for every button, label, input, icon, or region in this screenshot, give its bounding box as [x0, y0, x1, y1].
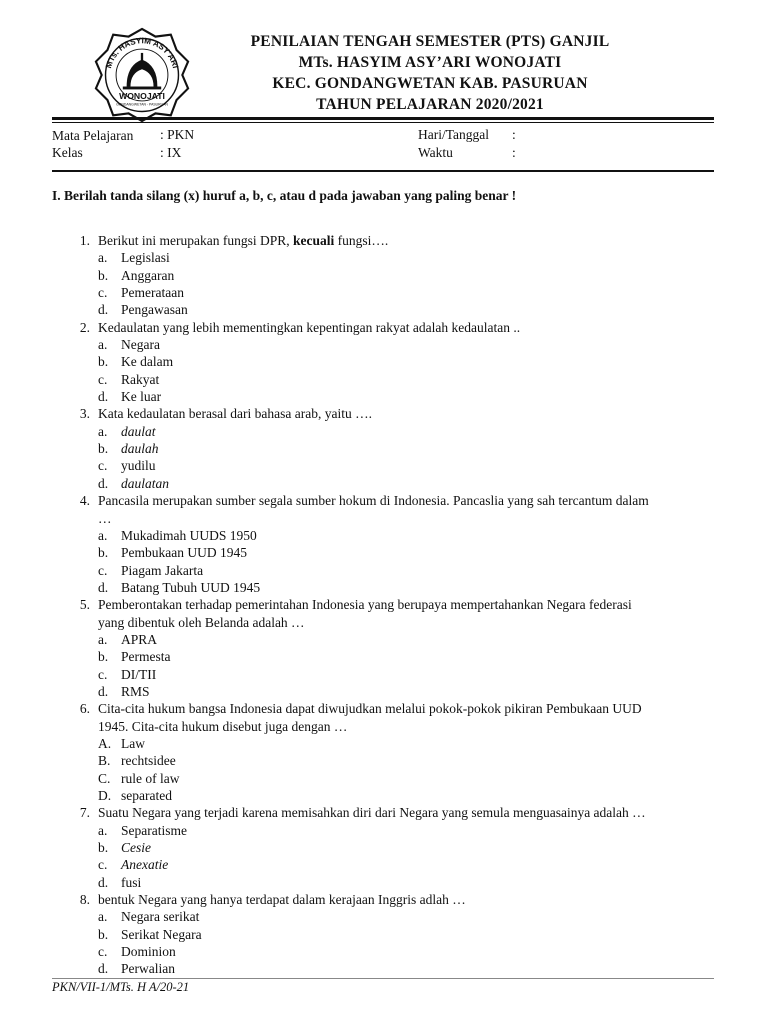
option-text: Pembukaan UUD 1945	[121, 545, 247, 561]
question-number: 8.	[79, 892, 90, 908]
option-letter: d.	[98, 579, 109, 595]
option-letter: C.	[98, 770, 111, 786]
question-8	[60, 891, 720, 978]
question-4	[60, 492, 720, 596]
instruction: I. Berilah tanda silang (x) huruf a, b, c, atau d pada jawaban yang paling benar !	[52, 188, 517, 203]
option-letter: a.	[98, 250, 108, 266]
option-letter: d.	[98, 475, 109, 491]
option-letter: D.	[98, 788, 112, 803]
answer-option[interactable]	[98, 284, 720, 301]
option-letter: c.	[98, 857, 108, 873]
header-line-3: KEC. GONDANGWETAN KAB. PASURUAN	[272, 75, 588, 92]
question-number: 3.	[79, 406, 90, 422]
question-2	[60, 319, 720, 406]
subject-value: : PKN	[160, 127, 195, 142]
header-rule-thin	[52, 122, 714, 123]
answer-option[interactable]	[98, 839, 720, 856]
answer-option[interactable]	[98, 579, 720, 596]
question-3	[60, 405, 720, 492]
option-text: fusi	[121, 874, 142, 890]
answer-option[interactable]	[98, 666, 720, 683]
answer-option[interactable]	[98, 457, 720, 474]
answer-option[interactable]	[98, 648, 720, 665]
option-letter: b.	[98, 926, 109, 942]
answer-option[interactable]	[98, 770, 720, 787]
question-6	[60, 700, 720, 804]
option-letter: b.	[98, 354, 109, 370]
option-letter: a.	[98, 527, 108, 543]
option-text: Anggaran	[121, 267, 175, 283]
option-text: Batang Tubuh UUD 1945	[121, 579, 261, 595]
option-text: Separatisme	[121, 822, 187, 838]
option-letter: b.	[98, 649, 109, 665]
school-logo	[94, 27, 190, 123]
answer-option[interactable]	[98, 735, 720, 752]
info-rule	[52, 170, 714, 172]
answer-option[interactable]	[98, 908, 720, 925]
option-text: Ke dalam	[121, 354, 174, 370]
option-letter: c.	[98, 285, 108, 301]
option-letter: b.	[98, 545, 109, 561]
option-letter: d.	[98, 961, 109, 977]
question-text: Berikut ini merupakan fungsi DPR, kecuali fungsi….	[98, 233, 389, 248]
question-number: 6.	[79, 701, 90, 717]
answer-option[interactable]	[98, 475, 720, 492]
option-letter: c.	[98, 371, 108, 387]
option-text: Mukadimah UUDS 1950	[121, 527, 257, 543]
time-label: Waktu	[418, 145, 453, 160]
option-letter: d.	[98, 683, 109, 699]
question-stem	[60, 492, 720, 527]
answer-option[interactable]	[98, 527, 720, 544]
option-text: Pengawasan	[121, 302, 188, 318]
day-label: Hari/Tanggal	[418, 127, 490, 142]
option-text: Ke luar	[121, 389, 162, 405]
answer-option[interactable]	[98, 787, 720, 804]
answer-option[interactable]	[98, 822, 720, 839]
question-text: Kedaulatan yang lebih mementingkan kepentingan rakyat adalah kedaulatan ..	[98, 319, 521, 335]
option-text: daulah	[121, 441, 159, 457]
option-letter: a.	[98, 909, 108, 925]
option-text: Negara	[121, 337, 160, 353]
logo-wonojati: WONOJATI	[119, 91, 165, 101]
option-letter: a.	[98, 423, 108, 439]
option-letter: c.	[98, 666, 108, 682]
option-letter: B.	[98, 753, 111, 769]
option-text: Dominion	[121, 944, 176, 960]
option-text: Anexatie	[121, 857, 169, 873]
footer-code: PKN/VII-1/MTs. H A/20-21	[52, 980, 190, 994]
option-text: Pemerataan	[121, 285, 184, 301]
time-value: :	[512, 145, 516, 160]
question-number: 5.	[79, 597, 90, 613]
question-stem	[60, 596, 720, 631]
option-text: Cesie	[121, 840, 151, 856]
question-stem	[60, 319, 720, 336]
question-text: Kata kedaulatan berasal dari bahasa arab, yaitu ….	[98, 406, 372, 422]
question-stem	[60, 804, 720, 821]
header-rule-thick	[52, 117, 714, 120]
question-text: Pancasila merupakan sumber segala sumber hokum di Indonesia. Pancaslia yang sah tercantum dalam …	[98, 493, 649, 526]
option-text: daulat	[121, 423, 156, 439]
subject-label: Mata Pelajaran	[52, 128, 134, 143]
header-line-1: PENILAIAN TENGAH SEMESTER (PTS) GANJIL	[250, 33, 610, 50]
answer-option[interactable]	[98, 388, 720, 405]
class-value: : IX	[160, 145, 182, 160]
option-letter: b.	[98, 840, 109, 856]
answer-option[interactable]	[98, 423, 720, 440]
option-letter: d.	[98, 389, 109, 405]
option-text: Law	[121, 735, 145, 751]
option-text: rechtsidee	[121, 753, 176, 769]
option-text: RMS	[121, 683, 150, 699]
option-text: Rakyat	[121, 371, 160, 387]
question-stem	[60, 700, 720, 735]
answer-option[interactable]	[98, 267, 720, 284]
option-letter: d.	[98, 302, 109, 318]
question-stem	[60, 232, 720, 249]
footer-rule	[52, 978, 714, 979]
option-letter: d.	[98, 874, 109, 890]
option-letter: c.	[98, 562, 108, 578]
option-text: Permesta	[121, 649, 171, 665]
option-text: Legislasi	[121, 250, 170, 266]
question-number: 2.	[79, 319, 90, 335]
answer-option[interactable]	[98, 301, 720, 318]
question-number: 7.	[79, 805, 90, 821]
option-letter: b.	[98, 267, 109, 283]
question-5	[60, 596, 720, 700]
question-stem	[60, 405, 720, 422]
answer-option[interactable]	[98, 683, 720, 700]
answer-option[interactable]	[98, 631, 720, 648]
question-7	[60, 804, 720, 891]
question-number: 1.	[79, 233, 90, 248]
answer-option[interactable]	[98, 336, 720, 353]
question-number: 4.	[79, 493, 90, 509]
option-text: Negara serikat	[121, 909, 200, 925]
option-letter: a.	[98, 337, 108, 353]
option-text: Serikat Negara	[121, 926, 202, 942]
option-text: Piagam Jakarta	[121, 562, 204, 578]
option-letter: a.	[98, 631, 108, 647]
option-letter: b.	[98, 441, 109, 457]
question-text: bentuk Negara yang hanya terdapat dalam kerajaan Inggris adlah …	[98, 892, 466, 908]
answer-option[interactable]	[98, 249, 720, 266]
answer-option[interactable]	[98, 943, 720, 960]
option-letter: a.	[98, 822, 108, 838]
header-line-4: TAHUN PELAJARAN 2020/2021	[316, 96, 544, 113]
answer-option[interactable]	[98, 440, 720, 457]
option-letter: c.	[98, 458, 108, 474]
option-letter: c.	[98, 944, 108, 960]
question-text: Cita-cita hukum bangsa Indonesia dapat diwujudkan melalui pokok-pokok pikiran Pembukaan UUD 1945. Cita-cita hukum disebut juga dengan …	[98, 701, 642, 734]
answer-option[interactable]	[98, 960, 720, 977]
answer-option[interactable]	[98, 752, 720, 769]
answer-option[interactable]	[98, 544, 720, 561]
question-1	[60, 232, 720, 319]
answer-option[interactable]	[98, 926, 720, 943]
option-text: rule of law	[121, 770, 180, 786]
logo-small-text: GONDANGWETAN - PASURUAN	[116, 102, 168, 107]
option-text: Perwalian	[121, 961, 175, 977]
answer-option[interactable]	[98, 353, 720, 370]
option-text: APRA	[121, 631, 158, 647]
logo-arc-text: MTs. HASYIM ASY'ARI	[104, 36, 180, 70]
question-stem	[60, 891, 720, 908]
question-text: Suatu Negara yang terjadi karena memisahkan diri dari Negara yang semula menguasainya adalah …	[98, 805, 646, 821]
option-text: yudilu	[121, 458, 156, 474]
answer-option[interactable]	[98, 856, 720, 873]
day-value: :	[512, 127, 516, 142]
answer-option[interactable]	[98, 371, 720, 388]
option-text: separated	[121, 788, 172, 803]
question-text: Pemberontakan terhadap pemerintahan Indonesia yang berupaya mempertahankan Negara federasi yang dibentuk oleh Belanda adalah …	[98, 597, 632, 630]
header-line-2: MTs. HASYIM ASY’ARI WONOJATI	[298, 54, 562, 71]
option-letter: A.	[98, 735, 112, 751]
option-text: daulatan	[121, 475, 170, 491]
class-label: Kelas	[52, 145, 83, 160]
question-list	[60, 232, 720, 978]
option-text: DI/TII	[121, 666, 157, 682]
answer-option[interactable]	[98, 874, 720, 891]
answer-option[interactable]	[98, 562, 720, 579]
